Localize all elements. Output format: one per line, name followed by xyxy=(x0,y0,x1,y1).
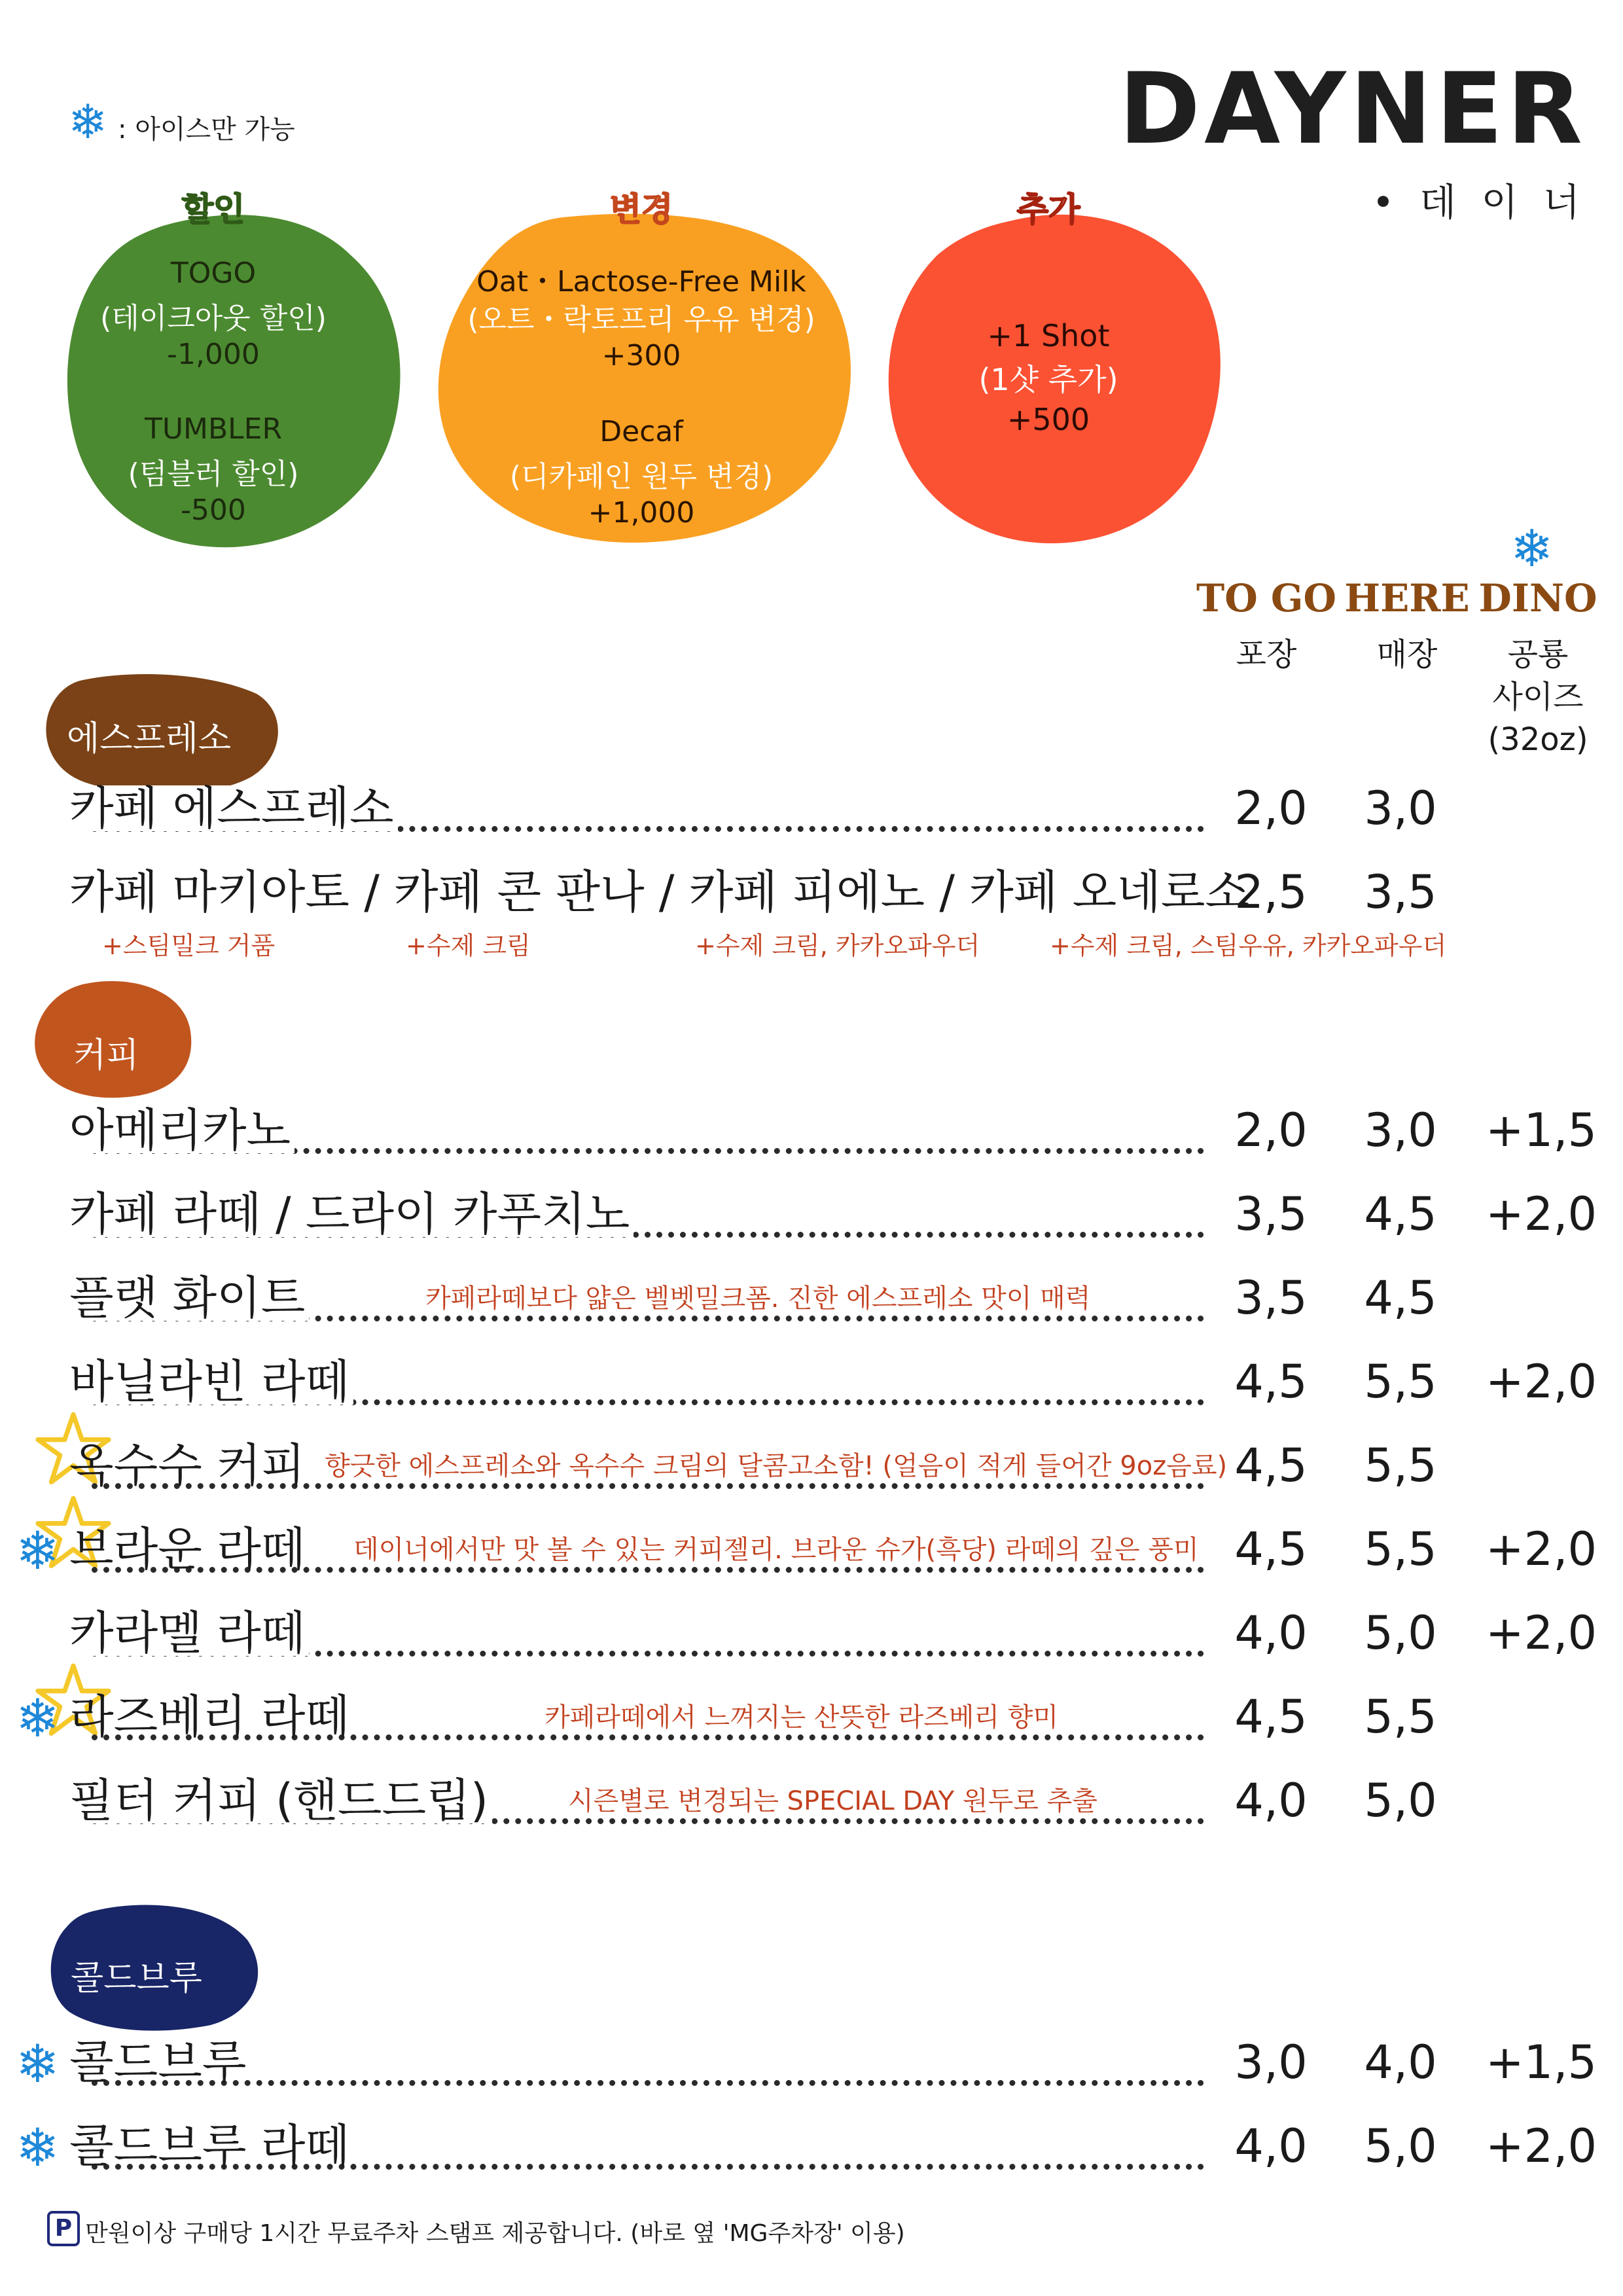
item-name: 카라멜 라떼 xyxy=(69,1610,309,1656)
item-name: 플랫 화이트 xyxy=(69,1275,309,1321)
price-dino: +1,5 xyxy=(1486,2036,1597,2089)
price-dino: +2,0 xyxy=(1486,1187,1597,1241)
discount-title: 할인 xyxy=(181,190,245,228)
item-name: 아메리카노 xyxy=(69,1107,294,1153)
discount-line-togo-kr: (테이크아웃 할인) xyxy=(100,302,327,335)
change-option xyxy=(432,183,864,550)
price-togo: 4,5 xyxy=(1234,1522,1308,1576)
dot-leader xyxy=(92,2080,1204,2086)
item-name: 필터 커피 (핸드드립) xyxy=(69,1778,492,1823)
price-togo: 2,0 xyxy=(1234,1103,1308,1157)
price-togo: 3,0 xyxy=(1234,2036,1308,2089)
menu-row xyxy=(0,1688,1623,1766)
item-name: 옥수수 커피 xyxy=(69,1439,306,1492)
item-description: 카페라떼에서 느껴지는 산뜻한 라즈베리 향미 xyxy=(542,1704,1061,1731)
menu-row xyxy=(0,1187,1623,1263)
price-here: 3,0 xyxy=(1364,1103,1437,1157)
discount-line-togo-price: -1,000 xyxy=(167,338,260,371)
item-description: 데이너에서만 맛 볼 수 있는 커피젤리. 브라운 슈가(흑당) 라떼의 깊은 풍미 xyxy=(351,1537,1202,1563)
discount-line-tumbler-kr: (텀블러 할인) xyxy=(128,457,299,491)
price-here: 5,0 xyxy=(1364,1774,1437,1827)
price-here: 5,5 xyxy=(1364,1355,1437,1408)
price-here: 4,5 xyxy=(1364,1271,1437,1325)
change-line-oat: Oat・Lactose-Free Milk xyxy=(476,265,806,298)
espresso-label: 에스프레소 xyxy=(67,719,232,759)
item-name: 카페 라떼 / 드라이 카푸치노 xyxy=(69,1191,633,1237)
item-description: 향긋한 에스프레소와 옥수수 크림의 달콤고소함! (얼음이 적게 들어간 9oz음료) xyxy=(322,1453,1230,1479)
change-line-oat-kr: (오트・락토프리 우유 변경) xyxy=(467,303,815,336)
add-line-shot-kr: (1샷 추가) xyxy=(978,362,1118,397)
snowflake-icon: ❄ xyxy=(16,1688,60,1749)
parking-text: 만원이상 구매당 1시간 무료주차 스탬프 제공합니다. (바로 옆 'MG주차장' 이용) xyxy=(85,2220,905,2247)
price-here: 5,0 xyxy=(1364,1606,1437,1660)
menu-row xyxy=(0,1355,1623,1431)
column-sub-togo: 포장 xyxy=(1236,636,1297,673)
legend-text: : 아이스만 가능 xyxy=(118,115,295,145)
price-togo: 3,5 xyxy=(1234,1271,1308,1325)
change-line-decaf-kr: (디카페인 원두 변경) xyxy=(509,460,774,493)
menu-row xyxy=(0,1774,1623,1850)
price-togo: 4,0 xyxy=(1234,1774,1308,1827)
menu-row xyxy=(0,1271,1623,1347)
item-name: 카페 에스프레소 xyxy=(69,785,398,831)
item-name: 브라운 라떼 xyxy=(69,1522,306,1576)
snowflake-icon: ❄ xyxy=(1510,520,1554,579)
price-togo: 4,5 xyxy=(1234,1690,1308,1744)
add-line-shot: +1 Shot xyxy=(987,318,1110,353)
change-line-decaf: Decaf xyxy=(599,415,683,448)
note-oneroso: +수제 크림, 스팀우유, 카카오파우더 xyxy=(1050,931,1447,960)
price-here: 5,5 xyxy=(1364,1690,1437,1744)
brand-subtitle: • 데 이 너 xyxy=(1372,180,1586,224)
menu-row xyxy=(0,1606,1623,1682)
price-dino: +2,0 xyxy=(1486,1355,1597,1408)
snowflake-icon: ❄ xyxy=(16,1520,60,1581)
change-line-oat-price: +300 xyxy=(601,339,681,372)
menu-row xyxy=(0,1520,1623,1598)
price-dino: +2,0 xyxy=(1486,2119,1597,2173)
note-macchiato: +스팀밀크 거품 xyxy=(102,931,276,960)
price-togo: 2,5 xyxy=(1234,865,1308,919)
price-dino: +2,0 xyxy=(1486,1606,1597,1660)
price-togo: 4,0 xyxy=(1234,2119,1308,2173)
add-title: 추가 xyxy=(1016,190,1080,228)
menu-row xyxy=(0,2034,1623,2111)
discount-line-togo: TOGO xyxy=(170,257,257,290)
coffee-label: 커피 xyxy=(73,1036,139,1075)
brand-logo: DAYNER xyxy=(1118,52,1586,166)
price-here: 4,5 xyxy=(1364,1187,1437,1241)
discount-line-tumbler: TUMBLER xyxy=(144,412,283,446)
column-title-dino: DINO xyxy=(1478,576,1597,620)
price-togo: 2,0 xyxy=(1234,781,1308,835)
price-togo: 4,0 xyxy=(1234,1606,1308,1660)
column-sub-here: 매장 xyxy=(1376,636,1438,673)
price-here: 5,5 xyxy=(1364,1522,1437,1576)
discount-option xyxy=(63,183,410,550)
price-togo: 3,5 xyxy=(1234,1187,1308,1241)
column-title-here: HERE xyxy=(1344,576,1470,620)
price-here: 5,0 xyxy=(1364,2119,1437,2173)
price-here: 3,5 xyxy=(1364,865,1437,919)
snowflake-icon: ❄ xyxy=(68,94,108,149)
menu-row xyxy=(0,1103,1623,1179)
change-line-decaf-price: +1,000 xyxy=(588,496,695,529)
note-pieno: +수제 크림, 카카오파우더 xyxy=(695,931,980,960)
item-name: 콜드브루 xyxy=(69,2036,247,2089)
price-here: 4,0 xyxy=(1364,2036,1437,2089)
item-name: 카페 마키아토 / 카페 콘 판나 / 카페 피에노 / 카페 오네로소 xyxy=(69,869,1253,915)
parking-icon: P xyxy=(47,2211,80,2246)
column-title-togo: TO GO xyxy=(1196,576,1336,620)
menu-row xyxy=(0,781,1623,857)
item-description: 카페라떼보다 얇은 벨벳밀크폼. 진한 에스프레소 맛이 매력 xyxy=(423,1285,1093,1312)
item-name: 라즈베리 라떼 xyxy=(69,1690,349,1744)
snowflake-icon: ❄ xyxy=(16,2034,60,2094)
item-name: 바닐라빈 라떼 xyxy=(69,1359,353,1405)
menu-row xyxy=(0,2117,1623,2195)
price-togo: 4,5 xyxy=(1234,1355,1308,1408)
add-line-shot-price: +500 xyxy=(1007,402,1090,437)
change-title: 변경 xyxy=(609,190,673,228)
price-dino: +1,5 xyxy=(1486,1103,1597,1157)
price-here: 5,5 xyxy=(1364,1439,1437,1492)
item-description: 시즌별로 변경되는 SPECIAL DAY 원두로 추출 xyxy=(565,1788,1100,1814)
coldbrew-label: 콜드브루 xyxy=(71,1959,202,1998)
column-sub-dino: 공룡 사이즈 (32oz) xyxy=(1488,636,1588,758)
discount-line-tumbler-price: -500 xyxy=(181,493,246,527)
menu-row xyxy=(0,1439,1623,1515)
item-name: 콜드브루 라떼 xyxy=(69,2119,349,2173)
add-option xyxy=(885,183,1225,550)
price-togo: 4,5 xyxy=(1234,1439,1308,1492)
price-dino: +2,0 xyxy=(1486,1522,1597,1576)
note-conpanna: +수제 크림 xyxy=(406,931,531,960)
snowflake-icon: ❄ xyxy=(16,2117,60,2178)
price-here: 3,0 xyxy=(1364,781,1437,835)
